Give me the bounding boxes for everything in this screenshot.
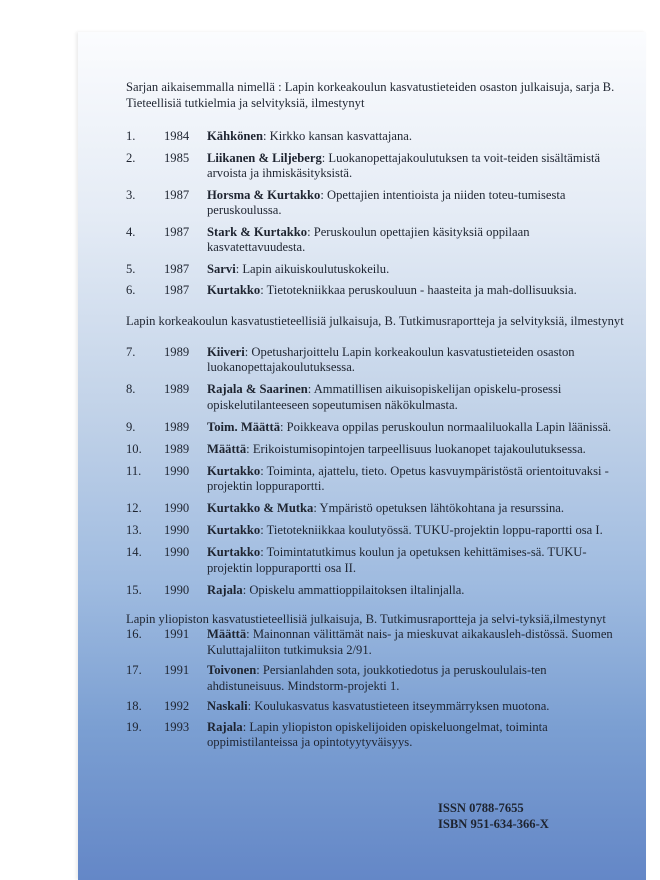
entry-year: 1985 xyxy=(164,150,190,165)
entry-title: : Erikoistumisopintojen tarpeellisuus luokanopet tajakoulutuksessa. xyxy=(246,441,586,456)
entry-year: 1991 xyxy=(164,663,190,677)
publication-entry xyxy=(126,283,626,299)
entry-text xyxy=(207,225,626,256)
entry-number: 12. xyxy=(126,501,142,515)
publication-entry xyxy=(126,627,626,658)
entry-text xyxy=(207,188,626,219)
entry-year: 1989 xyxy=(164,441,190,456)
entry-author: Kähkönen xyxy=(207,129,263,143)
entry-year: 1987 xyxy=(164,283,190,297)
book-back-cover xyxy=(78,32,646,880)
entry-year: 1989 xyxy=(164,344,190,359)
entry-year: 1987 xyxy=(164,187,190,202)
entry-text xyxy=(207,501,626,517)
isbn-text: ISBN 951-634-366-X xyxy=(438,817,549,831)
entry-text xyxy=(207,129,626,145)
entry-title: : Lapin yliopiston opiskelijoiden opiskeluongelmat, toiminta oppimistilanteissa ja opintotyytyväisyys. xyxy=(207,719,548,749)
entry-year: 1987 xyxy=(164,224,190,239)
entry-year: 1993 xyxy=(164,719,190,734)
entry-title: : Toimintatutkimus koulun ja opetuksen kehittämises-sä. TUKU-projektin loppuraportti osa II. xyxy=(207,545,587,575)
entry-text xyxy=(207,523,626,539)
entry-year: 1987 xyxy=(164,261,190,276)
entry-title: : Kirkko kansan kasvattajana. xyxy=(263,129,412,143)
entry-year: 1990 xyxy=(164,545,190,559)
entry-author: Kurtakko xyxy=(207,545,261,559)
entry-year: 1989 xyxy=(164,382,190,396)
entry-text xyxy=(207,663,626,694)
entry-number: 10. xyxy=(126,441,142,456)
entry-text xyxy=(207,420,626,436)
entry-title: : Luokanopettajakoulutuksen ta voit-teiden sisältämistä arvoista ja ihmiskäsityksistä. xyxy=(207,150,601,180)
publication-entry xyxy=(126,129,626,145)
entry-author: Rajala & Saarinen xyxy=(207,382,308,396)
publication-entry xyxy=(126,188,626,219)
entry-year: 1990 xyxy=(164,463,190,478)
entry-year: 1989 xyxy=(164,419,190,434)
entry-author: Sarvi xyxy=(207,261,236,276)
section3-intro: Lapin yliopiston kasvatustieteellisiä julkaisuja, B. Tutkimusraportteja ja selvi-tyksiä,ilmestynyt xyxy=(126,612,606,626)
entry-year: 1990 xyxy=(164,582,190,597)
publication-entry xyxy=(126,545,626,576)
entry-number: 17. xyxy=(126,663,142,677)
entry-number: 14. xyxy=(126,545,142,559)
entry-title: : Ympäristö opetuksen lähtökohtana ja resurssina. xyxy=(313,501,565,515)
section3-list xyxy=(126,627,626,751)
publication-entry xyxy=(126,262,626,278)
entry-number: 4. xyxy=(126,224,136,239)
entry-title: : Toiminta, ajattelu, tieto. Opetus kasvuympäristöstä orientoituvaksi -projektin loppuraportti. xyxy=(207,463,609,493)
publication-entry xyxy=(126,345,626,376)
entry-author: Kurtakko & Mutka xyxy=(207,501,314,515)
entry-number: 11. xyxy=(126,463,142,478)
entry-number: 18. xyxy=(126,699,142,713)
entry-title: : Koulukasvatus kasvatustieteen itseymmärryksen muotona. xyxy=(247,699,550,713)
entry-year: 1991 xyxy=(164,627,190,641)
entry-text xyxy=(207,545,626,576)
entry-title: : Tietotekniikkaa peruskouluun - haasteita ja mah-dollisuuksia. xyxy=(260,283,577,297)
entry-title: : Poikkeava oppilas peruskoulun normaaliluokalla Lapin läänissä. xyxy=(280,419,612,434)
publication-entry xyxy=(126,442,626,458)
entry-text xyxy=(207,345,626,376)
entry-year: 1990 xyxy=(164,501,190,515)
entry-title: : Mainonnan välittämät nais- ja mieskuvat aikakausleh-distössä. Suomen Kuluttajaliiton tutkimuksia 2/91. xyxy=(207,627,613,657)
entry-text xyxy=(207,627,626,658)
entry-number: 6. xyxy=(126,283,136,297)
entry-title: : Opiskelu ammattioppilaitoksen iltalinjalla. xyxy=(242,582,465,597)
entry-title: : Ammatillisen aikuisopiskelijan opiskelu-prosessi opiskelutilanteeseen sopeutumisen näkökulmasta. xyxy=(207,382,562,412)
entry-text xyxy=(207,382,626,413)
entry-title: : Persianlahden sota, joukkotiedotus ja peruskoululais-ten ahdistuneisuus. Mindstorm-projekti 1. xyxy=(207,663,547,693)
publication-entry xyxy=(126,382,626,413)
entry-author: Toim. Määttä xyxy=(207,419,280,434)
publication-identifiers xyxy=(438,800,549,832)
entry-number: 1. xyxy=(126,129,136,143)
publication-entry xyxy=(126,720,626,751)
publication-entry xyxy=(126,583,626,599)
publication-entry xyxy=(126,523,626,539)
entry-title: : Opetusharjoittelu Lapin korkeakoulun kasvatustieteiden osaston luokanopettajakoulutuksessa. xyxy=(207,344,575,374)
entry-author: Rajala xyxy=(207,582,243,597)
section2-intro: Lapin korkeakoulun kasvatustieteellisiä julkaisuja, B. Tutkimusraportteja ja selvityksiä, ilmestynyt xyxy=(126,313,624,328)
entry-author: Naskali xyxy=(207,699,248,713)
section2-list xyxy=(126,345,626,599)
entry-number: 9. xyxy=(126,419,136,434)
entry-text xyxy=(207,283,626,299)
entry-number: 5. xyxy=(126,261,136,276)
entry-author: Horsma & Kurtakko xyxy=(207,187,321,202)
entry-author: Kurtakko xyxy=(207,463,261,478)
publication-entry xyxy=(126,225,626,256)
entry-number: 7. xyxy=(126,344,136,359)
entry-text xyxy=(207,583,626,599)
publication-entry xyxy=(126,663,626,694)
section1-intro: Sarjan aikaisemmalla nimellä : Lapin korkeakoulun kasvatustieteiden osaston julkaisuja, sarja B. Tieteellisiä tutkielmia ja selvityksiä, ilmestynyt xyxy=(126,80,615,110)
entry-author: Kurtakko xyxy=(207,523,261,537)
entry-text xyxy=(207,699,626,715)
entry-number: 15. xyxy=(126,582,142,597)
entry-title: : Tietotekniikkaa koulutyössä. TUKU-projektin loppu-raportti osa I. xyxy=(260,523,603,537)
entry-year: 1984 xyxy=(164,129,190,143)
entry-title: : Opettajien intentioista ja niiden toteu-tumisesta peruskoulussa. xyxy=(207,187,566,217)
entry-text xyxy=(207,442,626,458)
entry-author: Määttä xyxy=(207,441,247,456)
entry-number: 2. xyxy=(126,150,136,165)
publication-entry xyxy=(126,464,626,495)
entry-title: : Peruskoulun opettajien käsityksiä oppilaan kasvatettavuudesta. xyxy=(207,224,530,254)
entry-year: 1990 xyxy=(164,523,190,537)
entry-author: Kiiveri xyxy=(207,344,245,359)
publication-entry xyxy=(126,699,626,715)
publication-entry xyxy=(126,151,626,182)
publication-entry xyxy=(126,501,626,517)
issn-text: ISSN 0788-7655 xyxy=(438,801,524,815)
publication-list xyxy=(126,79,626,756)
entry-text xyxy=(207,262,626,278)
entry-number: 3. xyxy=(126,187,136,202)
entry-text xyxy=(207,720,626,751)
entry-author: Rajala xyxy=(207,719,243,734)
entry-text xyxy=(207,464,626,495)
entry-author: Toivonen xyxy=(207,663,257,677)
entry-author: Määttä xyxy=(207,627,247,641)
entry-text xyxy=(207,151,626,182)
entry-author: Kurtakko xyxy=(207,283,261,297)
entry-author: Liikanen & Liljeberg xyxy=(207,150,322,165)
publication-entry xyxy=(126,420,626,436)
entry-number: 19. xyxy=(126,719,142,734)
section1-list xyxy=(126,129,626,299)
entry-year: 1992 xyxy=(164,699,190,713)
entry-number: 8. xyxy=(126,382,136,396)
entry-author: Stark & Kurtakko xyxy=(207,224,308,239)
entry-number: 16. xyxy=(126,627,142,641)
entry-number: 13. xyxy=(126,523,142,537)
entry-title: : Lapin aikuiskoulutuskokeilu. xyxy=(235,261,390,276)
